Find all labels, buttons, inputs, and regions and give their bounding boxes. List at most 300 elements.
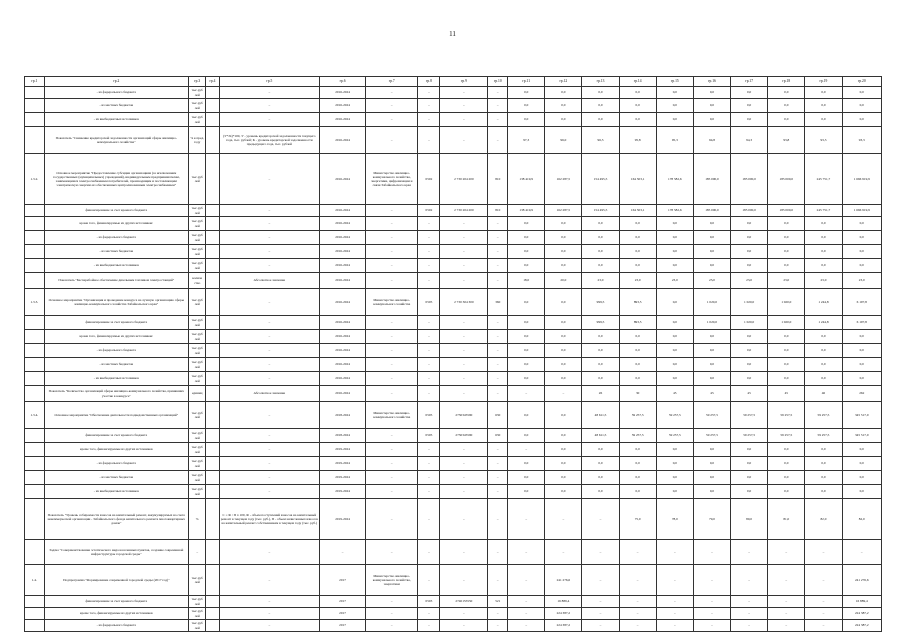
table-row [25,620,882,632]
table-row [25,205,882,217]
table-cell: 2016-2024 [320,217,366,231]
row-name-cell: Показатель "Бесперебойное обеспечение дизельным топливом электростанций" [44,273,188,289]
col-header: гр.19 [805,77,842,87]
table-cell: тыс.руб лей [188,217,205,231]
table-cell: – [320,540,366,565]
col-header: гр.2 [44,77,188,87]
table-cell: 0,0 [768,245,805,259]
table-cell: 178 582,6 [656,205,693,217]
table-cell: – [656,596,693,608]
table-cell: 0,0 [731,113,768,127]
table-cell: 0,0 [619,372,656,386]
table-cell: 2018-2024 [320,402,366,429]
table-cell: тыс.руб лей [188,87,205,99]
table-cell: 0,0 [656,485,693,499]
table-cell: 59 257,5 [768,429,805,443]
table-cell: 2016-2024 [320,386,366,402]
table-cell: 0,0 [842,99,881,113]
table-cell: 241 276,6 [545,565,582,596]
table-cell: 0,0 [619,344,656,358]
table-cell: С = Ф / П x 100, Ф - объем поступлений взносов на капитальный ремонт в текущем году (тыс. руб.), П - объем начисленных взносов на капитальный ремонт собственникам в текущем году (тыс. руб.) [219,499,320,540]
table-cell: 0,0 [545,443,582,457]
table-cell: Абсолютное значение [219,273,320,289]
table-cell: – [418,457,440,471]
table-cell: – [366,457,418,471]
table-cell: 1 020,0 [768,316,805,330]
row-name-cell: Показатель "Количество организаций сферы жилищно-коммунального хозяйства, принявших участие в конкурсе" [44,386,188,402]
table-cell: тыс.руб лей [188,620,205,632]
table-cell: – [731,540,768,565]
table-cell: – [508,608,545,620]
table-cell [25,386,45,402]
table-cell: тыс.руб лей [188,402,205,429]
table-cell: – [366,316,418,330]
table-cell: 2740155550 [440,596,488,608]
table-cell: Министерство жилищно-коммунального хозяйства [366,402,418,429]
table-cell [206,259,219,273]
table-row [25,259,882,273]
row-name-cell: кроме того, финансируемые из других источников [44,443,188,457]
table-cell: – [582,620,619,632]
row-name-cell: финансирование за счет краевого бюджета [44,316,188,330]
table-cell: 0,0 [508,471,545,485]
table-cell: 59 257,5 [656,429,693,443]
table-cell [25,608,45,620]
table-cell: 1 666 919,9 [842,154,881,205]
table-cell: 0,0 [545,316,582,330]
table-cell: 20,0 [545,273,582,289]
table-cell: – [693,620,730,632]
table-cell: 0,0 [545,99,582,113]
table-cell: 46 [805,386,842,402]
row-name-cell: - из внебюджетных источников [44,485,188,499]
table-cell: – [488,99,508,113]
table-cell: 0,0 [619,87,656,99]
table-cell: 0,0 [693,217,730,231]
table-cell: 0,0 [545,402,582,429]
table-cell: 0,0 [768,113,805,127]
row-name-cell: - из внебюджетных источников [44,259,188,273]
table-cell: 0,0 [731,358,768,372]
table-cell: – [366,245,418,259]
table-cell: – [488,330,508,344]
table-cell: – [219,99,320,113]
table-cell: – [366,429,418,443]
table-cell: – [656,608,693,620]
table-cell: – [440,316,488,330]
table-cell: 0,0 [545,231,582,245]
table-cell: – [219,316,320,330]
table-cell [25,259,45,273]
table-row [25,565,882,596]
row-name-cell: - из внебюджетных источников [44,372,188,386]
table-cell: 45 [693,386,730,402]
table-cell: 0,0 [805,372,842,386]
table-cell: 2016-2024 [320,113,366,127]
table-cell: – [440,372,488,386]
table-cell: 241 276,6 [842,565,881,596]
table-cell: 0,0 [842,113,881,127]
table-cell: – [366,471,418,485]
table-cell: 0,0 [545,245,582,259]
table-row [25,457,882,471]
table-row [25,344,882,358]
table-cell: – [488,457,508,471]
table-cell: 0,0 [805,358,842,372]
table-cell: 0,0 [545,87,582,99]
table-cell: тыс.руб лей [188,443,205,457]
table-cell: – [440,540,488,565]
table-cell: – [219,231,320,245]
table-cell [206,316,219,330]
table-cell: 0,0 [582,231,619,245]
table-cell: 1.4. [25,565,45,596]
table-cell: 0,0 [508,231,545,245]
table-cell: 185 000,0 [693,205,730,217]
table-cell: – [545,540,582,565]
table-cell: 0,0 [693,372,730,386]
table-cell: 2016-2024 [320,289,366,316]
table-cell: 0,0 [731,443,768,457]
row-name-cell: Показатель "Уровень собираемости взносов на капитальный ремонт, аккумулируемых на счете некоммерческой организации - Забайкальского фонда капитального ремонта многоквартирных домов" [44,499,188,540]
table-cell: – [488,316,508,330]
table-cell: 59 257,5 [656,402,693,429]
table-cell: 0503 [418,596,440,608]
col-header: гр.15 [656,77,693,87]
table-cell: – [582,565,619,596]
table-cell: 93,3 [805,127,842,154]
table-cell: количе ство [188,273,205,289]
table-cell: – [219,358,320,372]
table-cell: 185 000,0 [693,154,730,205]
table-cell: 0,0 [582,113,619,127]
table-cell [206,485,219,499]
table-cell: – [805,565,842,596]
row-name-cell: Основное мероприятие "Предоставление субсидии организациям (за исключением государственных (муниципальных) учреждений), индивидуальным предпринимателям, занимающимся электроснабжением потребителей, производящим и поставляющим электрическую энергию из обеспеченных централизованным электроснабжением" [44,154,188,205]
table-row [25,217,882,231]
table-cell: – [440,259,488,273]
table-cell: 1.3.3. [25,289,45,316]
table-cell: – [731,565,768,596]
table-cell: 0,0 [656,217,693,231]
table-cell: – [488,443,508,457]
table-cell: – [440,231,488,245]
table-cell: 2017 [320,620,366,632]
table-cell: 0,0 [693,443,730,457]
table-cell: 0,0 [656,231,693,245]
table-cell: – [366,231,418,245]
table-cell: 0,0 [619,113,656,127]
table-cell: 2 730 304 300 [440,289,488,316]
table-cell: – [418,386,440,402]
table-cell: 224 387,2 [842,608,881,620]
col-header: гр.9 [440,77,488,87]
table-cell: 93,3 [842,127,881,154]
table-cell: 0,0 [619,245,656,259]
table-cell: 96,3 [582,127,619,154]
table-cell [25,99,45,113]
table-cell: 0,0 [693,231,730,245]
table-cell: 0,0 [619,457,656,471]
table-cell: 0,0 [805,87,842,99]
table-cell: – [508,443,545,457]
table-cell: 59 257,5 [693,429,730,443]
table-cell: 0,0 [842,372,881,386]
table-cell: – [366,217,418,231]
table-cell: 0,0 [656,289,693,316]
row-name-cell: кроме того, финансируемые из других источников: [44,217,188,231]
row-name-cell: - из федерального бюджета [44,87,188,99]
table-cell: – [440,245,488,259]
table-cell: – [508,499,545,540]
table-cell: 2016-2024 [320,316,366,330]
table-cell: единиц [188,386,205,402]
row-name-cell: финансирование за счет краевого бюджета [44,205,188,217]
table-cell: – [219,259,320,273]
table-cell: 59 257,5 [805,429,842,443]
table-cell: – [440,273,488,289]
table-cell: 0,0 [545,344,582,358]
table-cell: 0,0 [842,471,881,485]
table-cell: 0,0 [768,485,805,499]
table-cell: тыс.руб лей [188,372,205,386]
table-cell: – [418,127,440,154]
table-cell: – [418,344,440,358]
table-cell: тыс.руб лей [188,154,205,205]
table-cell: 0,0 [545,217,582,231]
table-cell: 0,0 [545,289,582,316]
table-cell: – [440,330,488,344]
table-cell [206,273,219,289]
table-cell: – [219,608,320,620]
table-cell: 0,0 [656,99,693,113]
table-cell: 0,0 [805,471,842,485]
table-cell: 0,0 [508,429,545,443]
table-cell: – [488,540,508,565]
table-cell: тыс.руб лей [188,99,205,113]
table-cell: 0,0 [842,443,881,457]
row-name-cell: - из федерального бюджета [44,231,188,245]
table-cell: – [488,485,508,499]
table-cell: 630 [488,429,508,443]
table-cell: 59 257,5 [731,429,768,443]
col-header: гр.12 [545,77,582,87]
table-cell: тыс.руб лей [188,485,205,499]
table-cell: 0,0 [693,113,730,127]
table-cell [206,471,219,485]
table-cell: 0502 [418,205,440,217]
table-cell: тыс.руб лей [188,596,205,608]
table-cell: – [418,87,440,99]
table-cell: 2019-2024 [320,457,366,471]
table-cell: 2019-2024 [320,499,366,540]
table-cell: 0,0 [842,330,881,344]
table-cell: – [366,344,418,358]
table-cell: 97,3 [508,127,545,154]
table-cell: – [440,344,488,358]
table-cell: 262 [842,386,881,402]
table-cell: 0,0 [656,87,693,99]
table-cell: 0,0 [656,372,693,386]
table-cell [25,457,45,471]
table-cell: 630 [488,402,508,429]
table-cell: – [731,620,768,632]
table-cell: 16 889,4 [842,596,881,608]
table-cell: – [440,386,488,402]
table-cell: 2019-2024 [320,471,366,485]
table-cell: – [440,113,488,127]
table-cell [206,154,219,205]
table-cell: 2016-2024 [320,358,366,372]
table-cell: 0,0 [508,217,545,231]
table-cell: 0,0 [731,245,768,259]
table-cell: тыс.руб лей [188,113,205,127]
table-cell: – [188,540,205,565]
table-cell: – [418,443,440,457]
table-cell: 0,0 [731,372,768,386]
table-cell: 810 [488,154,508,205]
table-cell: 0,0 [508,402,545,429]
table-cell: 0,0 [508,289,545,316]
row-name-cell: - из федерального бюджета [44,344,188,358]
table-cell: 0,0 [508,457,545,471]
table-cell: 0,0 [508,113,545,127]
row-name-cell: финансирование за счет краевого бюджета [44,429,188,443]
table-cell: – [440,565,488,596]
table-cell: 0,0 [731,457,768,471]
col-header: гр.13 [582,77,619,87]
table-cell: 0,0 [508,99,545,113]
table-cell: – [768,608,805,620]
table-cell: – [219,565,320,596]
table-cell: – [440,217,488,231]
table-cell [206,245,219,259]
table-cell: 0,0 [582,330,619,344]
table-cell: – [805,608,842,620]
table-cell [206,330,219,344]
table-cell: 0,0 [619,485,656,499]
table-row [25,596,882,608]
table-cell: – [366,608,418,620]
table-cell: 2016-2024 [320,127,366,154]
table-cell: 2 730 204 200 [440,205,488,217]
table-cell: 2019-2024 [320,485,366,499]
table-cell: 26 [582,386,619,402]
table-cell: 0,0 [693,344,730,358]
table-cell: 0,0 [582,457,619,471]
table-cell: тыс.руб лей [188,231,205,245]
table-cell: 0,0 [582,471,619,485]
table-cell: 0,0 [842,344,881,358]
row-name-cell: кроме того, финансируемые из других источников [44,608,188,620]
table-cell: 0505 [418,402,440,429]
table-cell: 0,0 [768,471,805,485]
table-cell: 162 287,5 [545,205,582,217]
table-cell: 0,0 [842,485,881,499]
table-cell: 0,0 [731,471,768,485]
table-cell: 2016-2024 [320,154,366,205]
row-name-cell: - из внебюджетных источников [44,113,188,127]
table-cell: 0,0 [619,231,656,245]
table-cell: тыс.руб лей [188,457,205,471]
table-cell: 164 303,1 [619,205,656,217]
table-cell: – [488,344,508,358]
table-cell: 2016-2024 [320,87,366,99]
header-row [25,77,882,87]
table-cell: – [619,608,656,620]
row-name-cell: кроме того, финансируемые из других источников: [44,330,188,344]
table-cell: тыс.руб лей [188,289,205,316]
table-cell [25,485,45,499]
table-cell: – [731,596,768,608]
table-row [25,358,882,372]
table-cell: 0,0 [656,443,693,457]
table-cell: 45 [768,386,805,402]
table-cell: 2016-2024 [320,372,366,386]
table-cell: – [693,565,730,596]
table-cell [25,113,45,127]
table-cell: – [488,499,508,540]
table-cell: – [440,499,488,540]
table-cell: – [440,620,488,632]
table-cell: 0,0 [805,443,842,457]
table-cell: 59 257,5 [768,402,805,429]
table-cell: – [440,443,488,457]
table-cell: 0,0 [842,259,881,273]
table-cell: Министерство жилищно-коммунального хозяйства [366,289,418,316]
table-cell [25,316,45,330]
table-cell: 0,0 [508,372,545,386]
table-cell: 0,0 [508,485,545,499]
table-cell: 94,8 [693,127,730,154]
table-cell: – [219,87,320,99]
table-cell: – [488,87,508,99]
table-row [25,443,882,457]
table-cell: тыс.руб лей [188,358,205,372]
table-cell: – [693,596,730,608]
table-row [25,113,882,127]
table-cell: 59 257,5 [693,402,730,429]
table-cell: 6 197,8 [842,316,881,330]
table-cell: – [366,485,418,499]
table-cell [25,273,45,289]
table-cell: 93,8 [768,127,805,154]
table-cell: – [508,596,545,608]
table-cell: 0,0 [768,457,805,471]
table-cell: 999,5 [582,316,619,330]
table-cell: 0,0 [693,259,730,273]
table-cell: – [582,499,619,540]
table-cell: % к пред. году [188,127,205,154]
table-cell: 178 582,6 [656,154,693,205]
table-cell: тыс.руб лей [188,471,205,485]
table-cell: 0,0 [619,471,656,485]
col-header: гр.20 [842,77,881,87]
table-cell: – [440,471,488,485]
table-cell: 0,0 [582,87,619,99]
table-cell: – [219,372,320,386]
table-cell: 0,0 [731,344,768,358]
table-cell: 0,0 [545,471,582,485]
table-cell: 95,3 [656,127,693,154]
table-cell: 95,8 [619,127,656,154]
table-cell: – [768,540,805,565]
table-row [25,127,882,154]
table-cell: 0,0 [582,358,619,372]
table-cell: – [219,330,320,344]
table-cell: 0,0 [656,344,693,358]
col-header: гр.1 [25,77,45,87]
